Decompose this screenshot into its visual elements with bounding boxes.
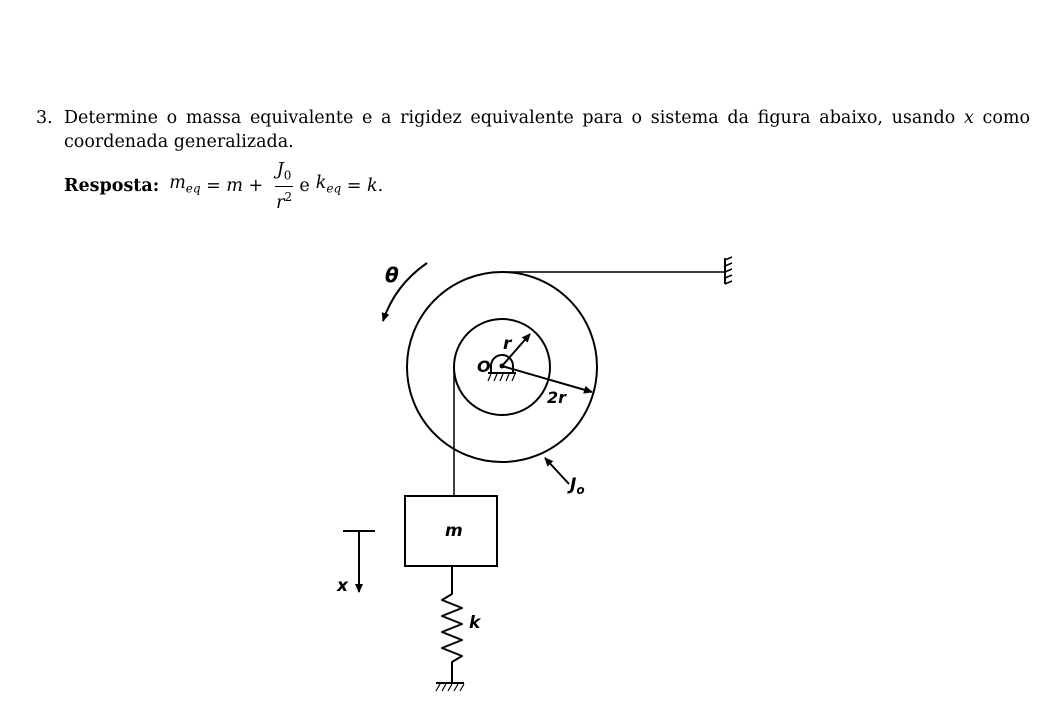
outer-radius-label: 2r [547,388,567,407]
statement-var-x: x [963,108,974,128]
statement-text-1: Determine o massa equivalente e a rigidez equivalente para o sistema da figura abaixo, usando [64,108,964,128]
problem-number: 3. [36,108,53,128]
spring [442,566,462,682]
frac-denominator: r [276,192,285,213]
answer-keq: $k_{eq}$ [315,173,342,196]
inner-radius-label: r [503,334,512,354]
theta-label: θ [385,263,399,287]
answer-and: e [299,176,310,197]
wall-anchor-right [725,257,732,284]
origin-label: O [477,357,491,376]
frac-numerator: J [276,160,284,180]
spring-label: k [469,613,481,633]
coord-label: x [337,576,348,596]
inertia-arrow [545,458,569,484]
answer-label: Resposta: [64,176,160,197]
inertia-label: $J_o$ [570,475,585,497]
ground-support [436,683,464,691]
statement-text-2: como coordenada generalizada. [64,108,1031,152]
answer-k-rhs: = k. [341,176,384,197]
frac-den-sup: 2 [284,189,293,204]
answer-eq-m-plus: = m + [200,176,269,197]
mass-label: m [445,521,463,541]
frac-num-sub: 0 [283,168,292,183]
answer-meq: $m_{eq}$ [169,173,201,196]
